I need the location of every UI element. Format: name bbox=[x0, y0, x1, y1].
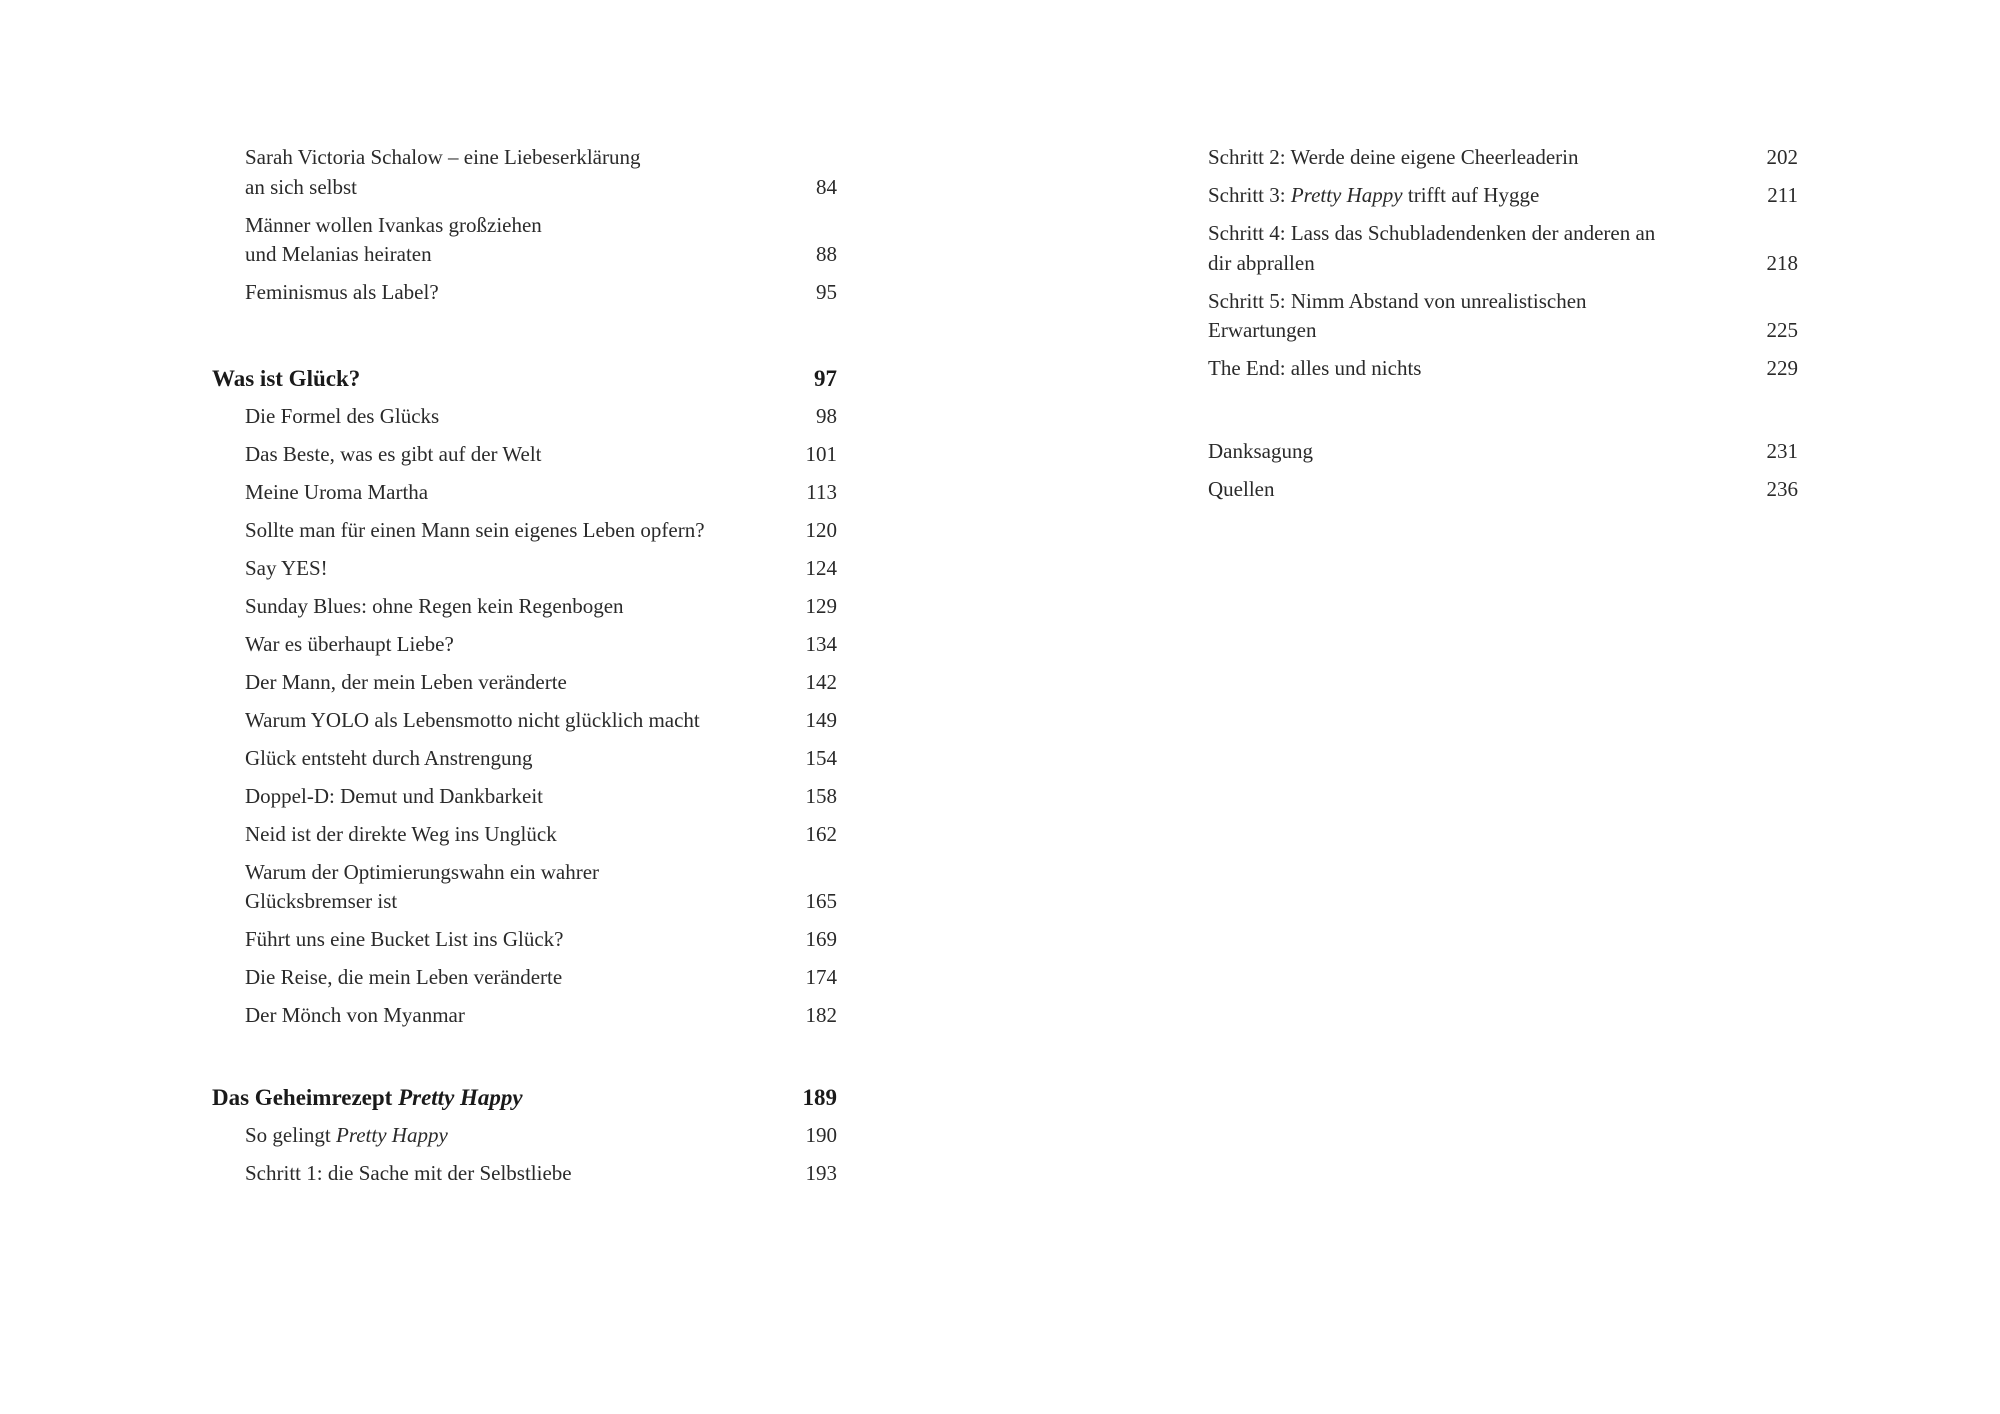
toc-entry[interactable] bbox=[212, 402, 837, 432]
toc-entry-title: und Melanias heiraten bbox=[245, 242, 432, 266]
toc-entry-title: Sarah Victoria Schalow – eine Liebeserklärung bbox=[245, 145, 641, 169]
toc-entry-title: Glücksbremser ist bbox=[245, 889, 398, 913]
toc-entry-page: 154 bbox=[805, 745, 837, 770]
toc-entry[interactable] bbox=[212, 630, 837, 660]
toc-entry-page: 158 bbox=[805, 783, 837, 808]
toc-entry[interactable] bbox=[212, 211, 837, 270]
toc-entry[interactable] bbox=[212, 278, 837, 308]
toc-entry[interactable] bbox=[212, 1001, 837, 1031]
toc-entry-page: 169 bbox=[805, 927, 837, 951]
toc-entry-title: dir abprallen bbox=[1208, 250, 1315, 275]
toc-entry-page: 165 bbox=[805, 889, 837, 913]
toc-entry-page: 84 bbox=[816, 174, 837, 199]
toc-entry-page: 229 bbox=[1766, 356, 1798, 380]
toc-entry[interactable] bbox=[1208, 437, 1798, 467]
toc-section-page: 97 bbox=[814, 365, 837, 391]
toc-entry[interactable] bbox=[212, 1121, 837, 1151]
toc-entry-title: Meine Uroma Martha bbox=[245, 479, 429, 504]
toc-section-title: Was ist Glück? bbox=[212, 365, 361, 391]
toc-entry-page: 98 bbox=[816, 403, 837, 428]
toc-entry[interactable] bbox=[212, 516, 837, 546]
toc-section-title-italic: Pretty Happy bbox=[398, 1084, 523, 1110]
toc-entry-page: 211 bbox=[1767, 183, 1798, 207]
toc-entry-title: Doppel-D: Demut und Dankbarkeit bbox=[245, 783, 544, 808]
toc-entry[interactable] bbox=[212, 820, 837, 850]
toc-entry-title-italic: Pretty Happy bbox=[1290, 183, 1403, 207]
toc-entry[interactable] bbox=[212, 925, 837, 955]
toc-entry-page: 202 bbox=[1766, 145, 1798, 169]
toc-entry[interactable] bbox=[212, 706, 837, 736]
toc-entry-page: 236 bbox=[1766, 477, 1798, 501]
toc-entry-title: War es überhaupt Liebe? bbox=[245, 631, 454, 656]
toc-entry-page: 162 bbox=[805, 821, 837, 846]
toc-entry-page: 120 bbox=[805, 517, 837, 542]
toc-entry-page: 174 bbox=[805, 965, 837, 989]
toc-entry-title: Schritt 2: Werde deine eigene Cheerleaderin bbox=[1208, 145, 1579, 169]
toc-entry-title: Männer wollen Ivankas großziehen bbox=[245, 212, 542, 237]
toc-entry[interactable] bbox=[1208, 287, 1798, 346]
toc-entry-page: 149 bbox=[805, 707, 837, 732]
toc-entry-title: Die Formel des Glücks bbox=[245, 403, 440, 428]
toc-entry-title: Glück entsteht durch Anstrengung bbox=[245, 745, 533, 770]
toc-entry-title: an sich selbst bbox=[245, 174, 357, 199]
toc-entry-title: Quellen bbox=[1208, 477, 1275, 501]
toc-entry-title: Führt uns eine Bucket List ins Glück? bbox=[245, 927, 564, 951]
toc-left-column bbox=[212, 143, 837, 1197]
toc-entry-title: Schritt 1: die Sache mit der Selbstliebe bbox=[245, 1160, 572, 1185]
toc-entry[interactable] bbox=[1208, 219, 1798, 278]
toc-entry-page: 190 bbox=[805, 1122, 837, 1147]
toc-entry[interactable] bbox=[212, 554, 837, 584]
toc-entry-title: Die Reise, die mein Leben veränderte bbox=[245, 965, 563, 989]
toc-entry-title: Schritt 4: Lass das Schubladendenken der anderen an bbox=[1208, 221, 1656, 245]
toc-section-heading[interactable] bbox=[212, 1083, 837, 1113]
toc-entry[interactable] bbox=[212, 963, 837, 993]
toc-section-page: 189 bbox=[802, 1084, 837, 1110]
toc-entry-title: Das Beste, was es gibt auf der Welt bbox=[245, 441, 542, 466]
toc-entry-title: Neid ist der direkte Weg ins Unglück bbox=[245, 821, 557, 846]
toc-section-heading[interactable] bbox=[212, 364, 837, 394]
toc-entry[interactable] bbox=[212, 1159, 837, 1189]
toc-entry-title: Schritt 3: bbox=[1208, 183, 1291, 207]
toc-entry[interactable] bbox=[212, 782, 837, 812]
toc-entry-page: 231 bbox=[1766, 439, 1798, 463]
toc-entry-title: The End: alles und nichts bbox=[1208, 356, 1422, 380]
toc-entry-title: Feminismus als Label? bbox=[245, 280, 439, 304]
toc-entry-title: Schritt 5: Nimm Abstand von unrealistischen bbox=[1208, 288, 1587, 313]
toc-entry-page: 142 bbox=[805, 669, 837, 694]
toc-entry-title: trifft auf Hygge bbox=[1402, 183, 1540, 207]
toc-entry-title: Warum der Optimierungswahn ein wahrer bbox=[245, 859, 600, 884]
toc-entry-page: 129 bbox=[805, 593, 837, 618]
toc-entry-title: Sollte man für einen Mann sein eigenes Leben opfern? bbox=[245, 517, 705, 542]
toc-entry-title: Danksagung bbox=[1208, 439, 1313, 463]
toc-entry-page: 113 bbox=[806, 479, 837, 504]
toc-entry[interactable] bbox=[1208, 354, 1798, 384]
toc-entry-title: So gelingt bbox=[245, 1122, 337, 1147]
toc-section-title: Das Geheimrezept bbox=[212, 1084, 399, 1110]
toc-entry[interactable] bbox=[1208, 475, 1798, 505]
toc-entry-title-italic: Pretty Happy bbox=[336, 1122, 448, 1147]
toc-entry-title: Say YES! bbox=[245, 555, 328, 580]
toc-entry[interactable] bbox=[1208, 143, 1798, 173]
toc-entry-page: 182 bbox=[805, 1003, 837, 1027]
toc-entry-page: 88 bbox=[816, 242, 837, 266]
toc-entry-title: Warum YOLO als Lebensmotto nicht glücklich macht bbox=[245, 707, 700, 732]
toc-entry-title: Sunday Blues: ohne Regen kein Regenbogen bbox=[245, 593, 624, 618]
toc-entry-page: 193 bbox=[805, 1160, 837, 1185]
toc-entry-page: 134 bbox=[805, 631, 837, 656]
toc-entry[interactable] bbox=[212, 592, 837, 622]
toc-entry[interactable] bbox=[212, 668, 837, 698]
toc-entry-page: 101 bbox=[805, 441, 837, 466]
toc-entry-page: 218 bbox=[1766, 250, 1798, 275]
toc-entry-title: Der Mönch von Myanmar bbox=[245, 1003, 465, 1027]
section-gap bbox=[1208, 392, 1798, 437]
toc-entry[interactable] bbox=[212, 858, 837, 917]
toc-entry-page: 95 bbox=[816, 280, 837, 304]
toc-entry[interactable] bbox=[212, 440, 837, 470]
toc-entry-title: Der Mann, der mein Leben veränderte bbox=[245, 669, 567, 694]
toc-entry[interactable] bbox=[212, 478, 837, 508]
toc-entry-page: 124 bbox=[805, 555, 837, 580]
toc-entry[interactable] bbox=[212, 143, 837, 202]
toc-entry[interactable] bbox=[212, 744, 837, 774]
toc-entry[interactable] bbox=[1208, 181, 1798, 211]
toc-entry-title: Erwartungen bbox=[1208, 318, 1317, 342]
toc-right-column bbox=[1208, 143, 1798, 513]
toc-entry-page: 225 bbox=[1766, 318, 1798, 342]
